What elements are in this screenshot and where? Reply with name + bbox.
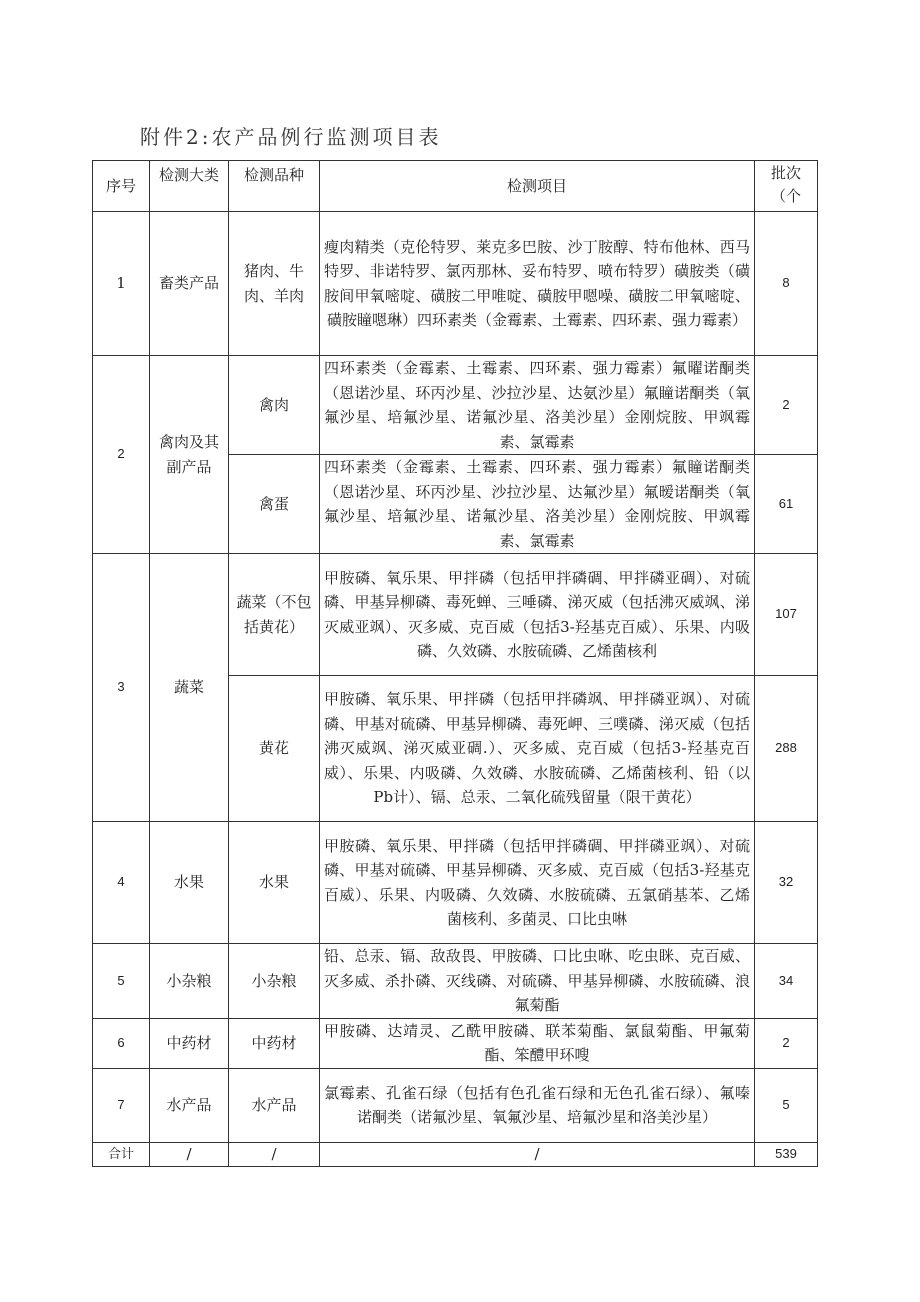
row-variety: 水产品	[229, 1068, 320, 1142]
row-variety: 小杂粮	[229, 944, 320, 1019]
row-items: 甲胺磷、达靖灵、乙酰甲胺磷、联苯菊酯、氯鼠菊酯、甲氟菊酯、笨醴甲环嗖	[320, 1018, 755, 1068]
row-category: 水产品	[150, 1068, 229, 1142]
row-batch: 288	[755, 676, 818, 822]
row-items: 甲胺磷、氧乐果、甲拌磷（包括甲拌磷碉、甲拌磷亚飒）、对硫磷、甲基对硫磷、甲基异柳磷、灭多威、克百威（包括3-羟基克百威）、乐果、内吸磷、久效磷、水胺硫磷、五氯硝基苯、乙烯菌核利、多菌灵、口比虫啉	[320, 822, 755, 944]
table-row	[93, 212, 818, 356]
table-row	[93, 1068, 818, 1142]
table-row	[93, 1018, 818, 1068]
row-category: 蔬菜	[150, 554, 229, 822]
row-category: 中药材	[150, 1018, 229, 1068]
total-category-slash: /	[150, 1142, 229, 1166]
table-row	[93, 944, 818, 1019]
header-items: 检测项目	[320, 161, 755, 212]
header-category: 检测大类	[150, 161, 229, 212]
row-variety: 禽肉	[229, 356, 320, 455]
row-items: 四环素类（金霉素、土霉素、四环素、强力霉素）氟瞳诺酮类（恩诺沙星、环丙沙星、沙拉沙星、达氟沙星）氟暧诺酮类（氧氟沙星、培氟沙星、诺氟沙星、洛美沙星）金刚烷胺、甲飒霉素、氯霉素	[320, 455, 755, 554]
header-batch-line1: 批次	[770, 164, 801, 182]
row-batch: 32	[755, 822, 818, 944]
row-items: 铅、总汞、镉、敌敌畏、甲胺磷、口比虫咻、吃虫眯、克百威、灭多威、杀扑磷、灭线磷、对硫磷、甲基异柳磷、水胺硫磷、浪氟菊酯	[320, 944, 755, 1019]
total-variety-slash: /	[229, 1142, 320, 1166]
row-variety: 蔬菜（不包括黄花）	[229, 554, 320, 676]
monitoring-table	[92, 160, 818, 1167]
total-items-slash: /	[320, 1142, 755, 1166]
row-seq: 3	[93, 554, 150, 822]
header-row	[93, 161, 818, 212]
row-items: 氯霉素、孔雀石绿（包括有色孔雀石绿和无色孔雀石绿）、氟嗪诺酮类（诺氟沙星、氧氟沙星、培氟沙星和洛美沙星）	[320, 1068, 755, 1142]
row-seq: 6	[93, 1018, 150, 1068]
row-category: 小杂粮	[150, 944, 229, 1019]
row-batch: 2	[755, 356, 818, 455]
row-items: 四环素类（金霉素、土霉素、四环素、强力霉素）氟曜诺酮类（恩诺沙星、环丙沙星、沙拉沙星、达氨沙星）氟瞳诺酮类（氧氟沙星、培氟沙星、诺氟沙星、洛美沙星）金刚烷胺、甲飒霉素、氯霉素	[320, 356, 755, 455]
row-items: 甲胺磷、氧乐果、甲拌磷（包括甲拌磷碉、甲拌磷亚碉）、对硫磷、甲基异柳磷、毒死蝉、三唾磷、涕灭威（包括沸灭威飒、涕灭威亚飒）、灭多威、克百威（包括3-羟基克百威）、乐果、内吸磷、久效磷、水胺硫磷、乙烯菌核利	[320, 554, 755, 676]
header-seq: 序号	[93, 161, 150, 212]
total-label: 合计	[93, 1142, 150, 1166]
row-variety: 中药材	[229, 1018, 320, 1068]
row-batch: 5	[755, 1068, 818, 1142]
row-items: 瘦肉精类（克伦特罗、莱克多巴胺、沙丁胺醇、特布他林、西马特罗、非诺特罗、氯丙那林、妥布特罗、喷布特罗）磺胺类（磺胺间甲氧嘧啶、磺胺二甲唯啶、磺胺甲嗯噪、磺胺二甲氧嘧啶、磺胺瞳嗯琳）四环素类（金霉素、土霉素、四环素、强力霉素）	[320, 212, 755, 356]
row-seq: 4	[93, 822, 150, 944]
row-variety: 猪肉、牛肉、羊肉	[229, 212, 320, 356]
row-variety: 水果	[229, 822, 320, 944]
row-seq: 7	[93, 1068, 150, 1142]
row-variety: 黄花	[229, 676, 320, 822]
row-batch: 61	[755, 455, 818, 554]
row-seq: 5	[93, 944, 150, 1019]
row-category: 水果	[150, 822, 229, 944]
header-batch	[755, 161, 818, 212]
row-variety: 禽蛋	[229, 455, 320, 554]
row-seq: 2	[93, 356, 150, 554]
table-row	[93, 554, 818, 676]
table-row	[93, 822, 818, 944]
total-row	[93, 1142, 818, 1166]
row-category: 禽肉及其副产品	[150, 356, 229, 554]
row-batch: 107	[755, 554, 818, 676]
table-row	[93, 356, 818, 455]
header-batch-line2: （个	[770, 187, 801, 205]
row-items: 甲胺磷、氧乐果、甲拌磷（包括甲拌磷飒、甲拌磷亚飒）、对硫磷、甲基对硫磷、甲基异柳磷、毒死岬、三噗磷、涕灭威（包括沸灭威飒、涕灭威亚碉.）、灭多威、克百威（包括3-羟基克百威）、乐果、内吸磷、久效磷、水胺硫磷、乙烯菌核利、铅（以Pb计）、镉、总汞、二氧化硫残留量（限干黄花）	[320, 676, 755, 822]
row-batch: 34	[755, 944, 818, 1019]
page-title: 附件2:农产品例行监测项目表	[140, 125, 442, 149]
row-seq: 1	[93, 212, 150, 356]
header-variety: 检测品种	[229, 161, 320, 212]
row-batch: 2	[755, 1018, 818, 1068]
total-batch: 539	[755, 1142, 818, 1166]
row-batch: 8	[755, 212, 818, 356]
row-category: 畜类产品	[150, 212, 229, 356]
